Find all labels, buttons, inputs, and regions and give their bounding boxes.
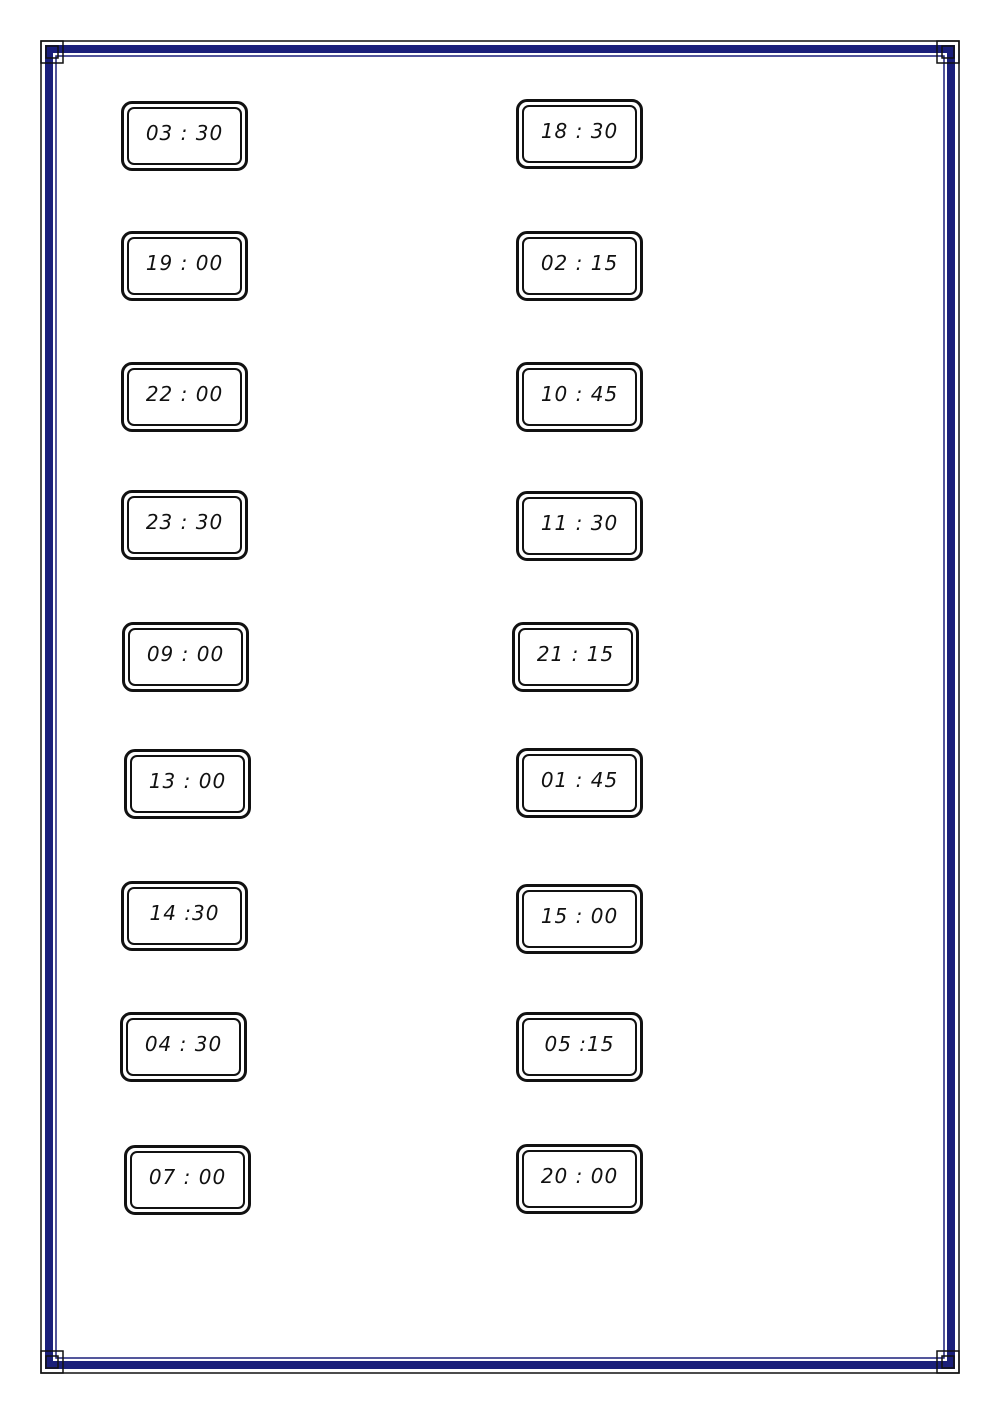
time-box <box>516 362 643 432</box>
time-value: 10 : 45 <box>540 382 619 406</box>
time-value: 22 : 00 <box>145 382 224 406</box>
time-value: 18 : 30 <box>540 119 619 143</box>
time-box <box>121 101 248 171</box>
time-value: 05 :15 <box>544 1032 615 1056</box>
time-value: 13 : 00 <box>148 769 227 793</box>
time-value: 19 : 00 <box>145 251 224 275</box>
time-value: 07 : 00 <box>148 1165 227 1189</box>
time-value: 11 : 30 <box>540 511 619 535</box>
time-box <box>516 1144 643 1214</box>
time-value: 21 : 15 <box>536 642 615 666</box>
time-box <box>122 622 249 692</box>
time-box <box>516 748 643 818</box>
time-value: 04 : 30 <box>144 1032 223 1056</box>
time-box <box>120 1012 247 1082</box>
time-box <box>121 490 248 560</box>
time-box <box>121 231 248 301</box>
time-box <box>512 622 639 692</box>
time-box <box>121 881 248 951</box>
time-value: 03 : 30 <box>145 121 224 145</box>
time-box <box>516 231 643 301</box>
time-box <box>516 1012 643 1082</box>
time-value: 20 : 00 <box>540 1164 619 1188</box>
time-value: 14 :30 <box>149 901 220 925</box>
time-box <box>124 749 251 819</box>
time-box <box>516 884 643 954</box>
time-value: 01 : 45 <box>540 768 619 792</box>
time-value: 15 : 00 <box>540 904 619 928</box>
time-value: 23 : 30 <box>145 510 224 534</box>
time-box <box>124 1145 251 1215</box>
time-box <box>121 362 248 432</box>
time-value: 02 : 15 <box>540 251 619 275</box>
time-value: 09 : 00 <box>146 642 225 666</box>
time-box <box>516 99 643 169</box>
time-box <box>516 491 643 561</box>
